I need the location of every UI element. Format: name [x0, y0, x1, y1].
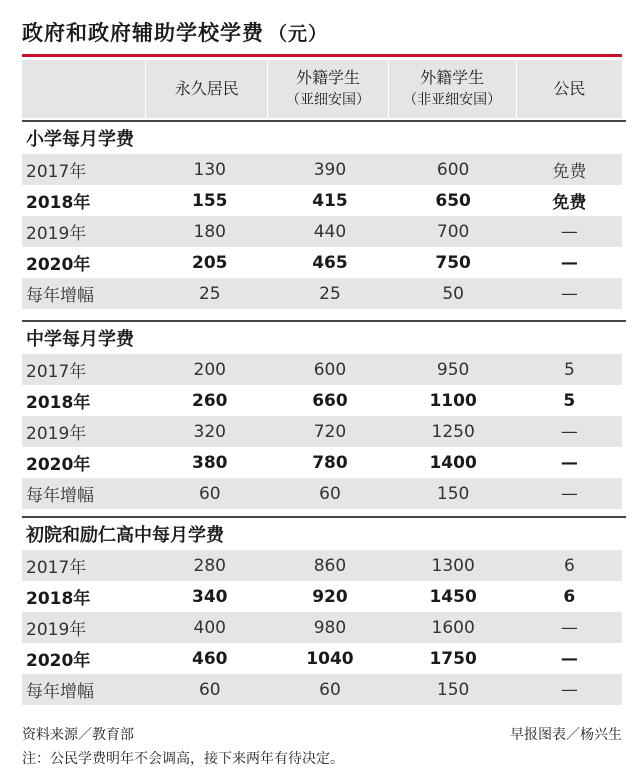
row-label: 每年增幅: [26, 486, 94, 506]
table-cell: 6: [563, 586, 576, 607]
table-cell: —: [560, 483, 578, 504]
table-row: [22, 354, 622, 385]
table-cell: —: [560, 421, 578, 442]
table-cell: 免费: [552, 162, 587, 182]
row-label: 2019年: [26, 620, 87, 640]
table-cell: 440: [313, 221, 347, 242]
table-cell: 390: [313, 159, 347, 180]
table-cell: 650: [435, 190, 471, 211]
table-cell: 25: [198, 283, 221, 304]
table-row: [22, 550, 622, 581]
row-label: 2019年: [26, 424, 87, 444]
row-label: 每年增幅: [26, 286, 94, 306]
table-cell: 60: [198, 679, 221, 700]
header-blank: [22, 60, 145, 118]
table-cell: 1250: [431, 421, 475, 442]
table-cell: —: [560, 283, 578, 304]
table-cell: 免费: [552, 193, 587, 213]
table-cell: 780: [312, 452, 348, 473]
table-cell: 1300: [431, 555, 475, 576]
title-rule: [22, 54, 622, 57]
row-label: 每年增幅: [26, 682, 94, 702]
table-cell: 600: [436, 159, 470, 180]
table-cell: 180: [193, 221, 226, 242]
table-cell: 130: [193, 159, 226, 180]
table-cell: 1040: [306, 648, 354, 669]
table-cell: 260: [192, 390, 228, 411]
header-foreign-non-asean: 外籍学生 （非亚细安国）: [388, 60, 516, 118]
table-cell: 1100: [429, 390, 477, 411]
table-cell: 200: [193, 359, 226, 380]
row-label: 2018年: [26, 589, 91, 609]
table-cell: 1600: [431, 617, 475, 638]
table-cell: 340: [192, 586, 228, 607]
section-title: 中学每月学费: [22, 320, 626, 354]
table-cell: 1400: [429, 452, 477, 473]
table-cell: 150: [436, 679, 470, 700]
table-cell: 750: [435, 252, 471, 273]
table-row: [22, 447, 622, 478]
row-label: 2020年: [26, 455, 91, 475]
table-cell: —: [560, 648, 578, 669]
table-cell: 150: [436, 483, 470, 504]
table-cell: 1750: [429, 648, 477, 669]
section-title: 初院和励仁高中每月学费: [22, 516, 626, 550]
table-cell: 50: [442, 283, 464, 304]
table-row: [22, 478, 622, 509]
table-row: [22, 674, 622, 705]
source-text: 资料来源／教育部: [22, 727, 134, 743]
table-cell: 860: [313, 555, 347, 576]
table-cell: 5: [563, 390, 576, 411]
row-label: 2018年: [26, 193, 91, 213]
table-row: [22, 278, 622, 309]
table-cell: 6: [563, 555, 575, 576]
table-cell: 920: [312, 586, 348, 607]
footer-line-2: [22, 748, 622, 768]
table-row: [22, 216, 622, 247]
title-text: 政府和政府辅助学校学费: [22, 21, 264, 45]
table-cell: —: [560, 252, 578, 273]
table-row: [22, 416, 622, 447]
table-row: [22, 247, 622, 278]
row-label: 2018年: [26, 393, 91, 413]
table-row: [22, 185, 622, 216]
header-permanent-resident: 永久居民: [145, 60, 267, 118]
table-cell: 700: [436, 221, 470, 242]
table-cell: —: [560, 617, 578, 638]
row-label: 2017年: [26, 362, 87, 382]
table-cell: —: [560, 679, 578, 700]
row-label: 2017年: [26, 558, 87, 578]
table-cell: 60: [319, 679, 341, 700]
table-cell: —: [560, 452, 578, 473]
table-cell: 155: [192, 190, 228, 211]
note-text: 注：公民学费明年不会调高，接下来两年有待决定。: [22, 751, 344, 767]
table-cell: 60: [319, 483, 341, 504]
table-row: [22, 581, 622, 612]
table-cell: 415: [312, 190, 348, 211]
row-label: 2019年: [26, 224, 87, 244]
table-row: [22, 154, 622, 185]
table-row: [22, 385, 622, 416]
row-label: 2020年: [26, 651, 91, 671]
table-cell: 720: [313, 421, 347, 442]
section-title: 小学每月学费: [22, 120, 626, 154]
table-cell: 380: [192, 452, 228, 473]
table-cell: 950: [436, 359, 470, 380]
table-cell: 60: [198, 483, 221, 504]
title-unit: （元）: [268, 22, 329, 45]
table-cell: 460: [192, 648, 228, 669]
table-cell: 465: [312, 252, 348, 273]
table-cell: 320: [193, 421, 226, 442]
table-cell: 1450: [429, 586, 477, 607]
footer-line-1: [22, 724, 622, 744]
table-cell: —: [560, 221, 578, 242]
table-cell: 205: [192, 252, 228, 273]
table-cell: 980: [313, 617, 347, 638]
table-cell: 5: [563, 359, 575, 380]
header-foreign-asean: 外籍学生 （亚细安国）: [267, 60, 387, 118]
table-cell: 600: [313, 359, 347, 380]
column-header-row: [22, 60, 622, 118]
table-cell: 280: [193, 555, 226, 576]
table-title: [22, 12, 622, 52]
table-cell: 25: [319, 283, 341, 304]
table-row: [22, 612, 622, 643]
table-cell: 400: [193, 617, 226, 638]
header-citizen: 公民: [516, 60, 622, 118]
table-cell: 660: [312, 390, 348, 411]
credit-text: 早报图表／杨兴生: [510, 727, 622, 743]
row-label: 2020年: [26, 255, 91, 275]
row-label: 2017年: [26, 162, 87, 182]
table-row: [22, 643, 622, 674]
